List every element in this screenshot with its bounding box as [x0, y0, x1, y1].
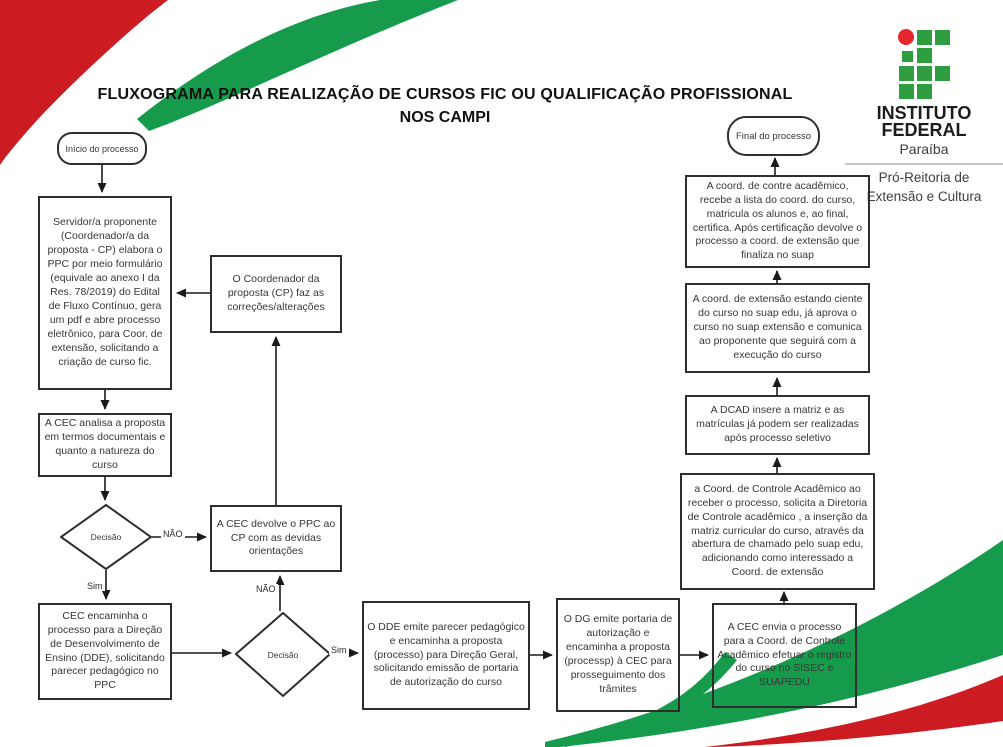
- logo-square: [902, 51, 913, 62]
- logo-square: [935, 66, 950, 81]
- flow-box-cec-devolve: A CEC devolve o PPC ao CP com as devidas orientações: [210, 505, 342, 572]
- logo-square: [917, 84, 932, 99]
- flow-box-dg-emite: O DG emite portaria de autorização e encaminha a proposta (processp) à CEC para prosseguimento dos trâmites: [556, 598, 680, 712]
- logo-square: [917, 66, 932, 81]
- flow-box-coord-controle: a Coord. de Controle Acadêmico ao receber o processo, solicita a Diretoria de Controle acadêmico , a inserção da matriz curricular do curso, através da abertura de chamado pelo suap edu, adicionando como interessado a Coord. de extensão: [680, 473, 875, 590]
- flow-box-dcad-insere: A DCAD insere a matriz e as matrículas já podem ser realizadas após processo seletivo: [685, 395, 870, 455]
- decision-2-label: Decisão: [267, 649, 299, 660]
- logo-name-line2: FEDERAL: [881, 120, 967, 140]
- edge-label-nao-1: NÃO: [163, 529, 183, 539]
- logo-divider: [845, 163, 1003, 165]
- page-title: FLUXOGRAMA PARA REALIZAÇÃO DE CURSOS FIC OU QUALIFICAÇÃO PROFISSIONAL: [97, 86, 793, 103]
- edge-label-sim-2: Sim: [331, 645, 347, 655]
- flow-box-coordenador-correcoes: O Coordenador da proposta (CP) faz as correções/alterações: [210, 255, 342, 333]
- edge-label-sim-1: Sim: [87, 581, 103, 591]
- flow-box-coord-contre: A coord. de contre acadêmico, recebe a lista do coord. do curso, matricula os alunos e, ao final, certifica. Após certificação devolve o processo a coord. de extensão que finaliza no suap: [685, 175, 870, 268]
- logo-square: [917, 48, 932, 63]
- logo-department: Pró-Reitoria de Extensão e Cultura: [866, 170, 982, 204]
- logo-square: [917, 30, 932, 45]
- edge-label-nao-2: NÃO: [256, 584, 276, 594]
- node-final: Final do processo: [727, 116, 820, 156]
- flow-box-servidor: Servidor/a proponente (Coordenador/a da proposta - CP) elabora o PPC por meio formulário (equivale ao anexo I da Res. 78/2019) do Edital de Fluxo Contínuo, gera um pdf e abre processo eletrônico, para Coor. de extensão, solicitando a criação de curso fic.: [38, 196, 172, 390]
- flow-box-coord-extensao: A coord. de extensão estando ciente do curso no suap edu, já aprova o curso no suap extensão e comunica ao proponente que seguirá com a execução do curso: [685, 283, 870, 373]
- decision-2: [235, 612, 331, 697]
- node-inicio: Início do processo: [57, 132, 147, 165]
- logo-red-dot: [898, 29, 914, 45]
- logo-square: [899, 66, 914, 81]
- flow-box-cec-encaminha: CEC encaminha o processo para a Direção de Desenvolvimento de Ensino (DDE), solicitando parecer pedagógico no PPC: [38, 603, 172, 700]
- logo-square: [935, 30, 950, 45]
- decision-1: [60, 504, 152, 570]
- ifpb-logo-icon: [899, 30, 950, 99]
- logo-region: Paraíba: [899, 141, 949, 157]
- logo-name-line1: INSTITUTO: [876, 103, 972, 123]
- flow-box-cec-envia: A CEC envia o processo para a Coord. de Controle Acadêmico efetuar o registro do curso no SISEC e SUAPEDU: [712, 603, 857, 708]
- flow-box-dde-emite: O DDE emite parecer pedagógico e encaminha a proposta (processo) para Direção Geral, solicitando emissão de portaria de autorização do curso: [362, 601, 530, 710]
- flow-box-cec-analisa: A CEC analisa a proposta em termos documentais e quanto a natureza do curso: [38, 413, 172, 477]
- decision-1-label: Decisão: [90, 532, 122, 542]
- logo-square: [899, 84, 914, 99]
- page-subtitle: NOS CAMPI: [399, 109, 491, 126]
